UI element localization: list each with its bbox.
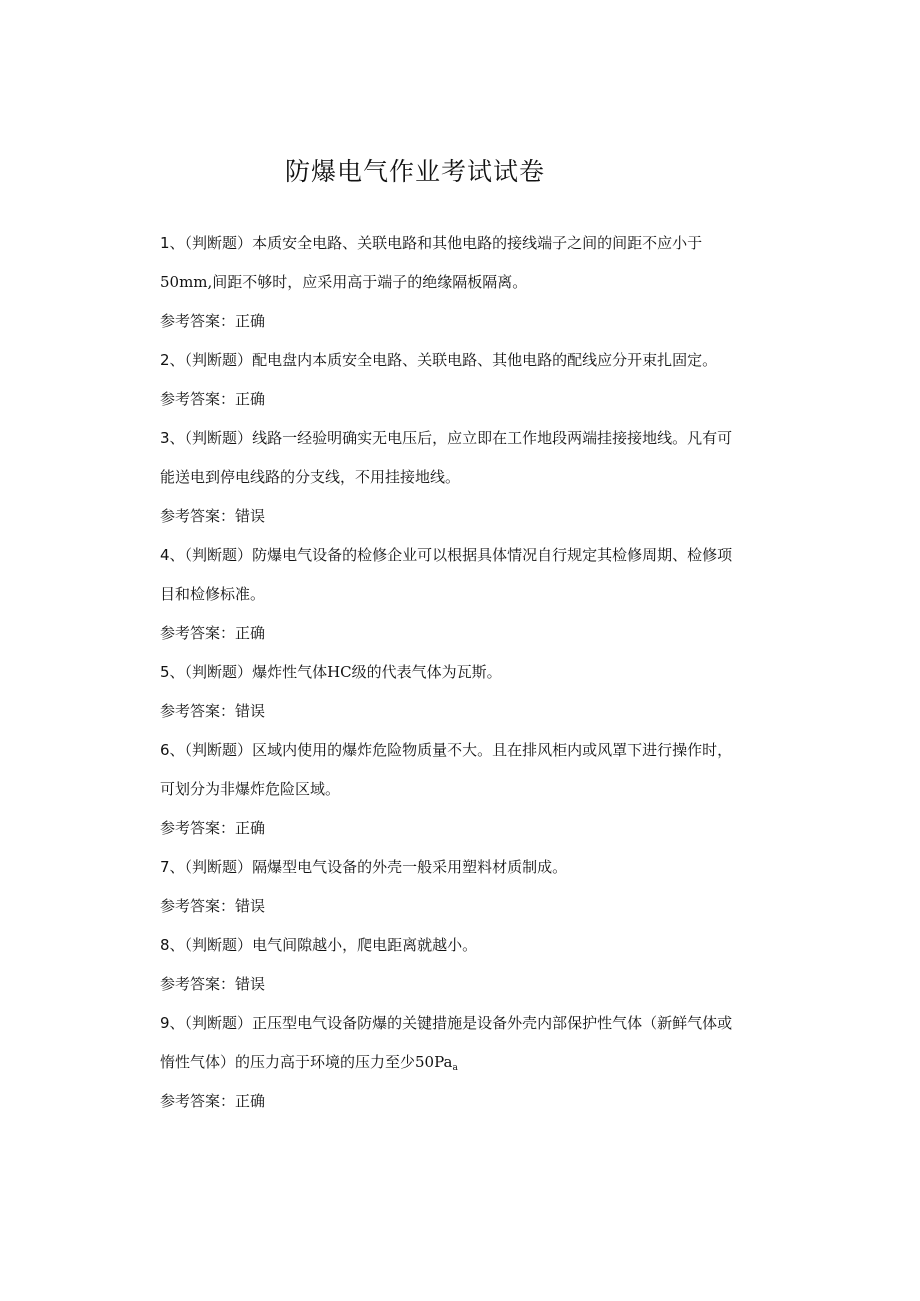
answer-value: 错误 [235, 507, 266, 525]
question-number: 8 [160, 936, 170, 954]
question-line [160, 653, 770, 692]
question-type-tag: 、（判断题） [169, 936, 253, 954]
answer-value: 正确 [235, 312, 266, 330]
question-text: 惰性气体）的压力高于环境的压力至少50Pa [160, 1053, 453, 1071]
answer-line [160, 692, 770, 731]
answer-line [160, 302, 770, 341]
answer-line [160, 809, 770, 848]
question-list [160, 224, 770, 1121]
answer-value: 正确 [235, 1092, 266, 1110]
answer-label: 参考答案： [160, 390, 236, 408]
answer-value: 正确 [235, 624, 266, 642]
question-line [160, 419, 770, 458]
question-text: 线路一经验明确实无电压后，应立即在工作地段两端挂接接地线。凡有可 [252, 429, 733, 447]
question-item [160, 419, 770, 536]
question-text: 本质安全电路、关联电路和其他电路的接线端子之间的间距不应小于 [252, 234, 703, 252]
question-type-tag: 、（判断题） [169, 234, 253, 252]
question-line [160, 458, 770, 497]
question-type-tag: 、（判断题） [169, 1014, 253, 1032]
question-line [160, 224, 770, 263]
question-line [160, 1043, 770, 1082]
question-text: 电气间隙越小，爬电距离就越小。 [252, 936, 478, 954]
question-item [160, 926, 770, 1004]
question-line [160, 926, 770, 965]
question-line [160, 341, 770, 380]
question-text: 可划分为非爆炸危险区域。 [160, 780, 341, 798]
question-line [160, 1004, 770, 1043]
question-item [160, 848, 770, 926]
question-type-tag: 、（判断题） [169, 351, 253, 369]
question-number: 1 [160, 234, 170, 252]
question-type-tag: 、（判断题） [169, 429, 253, 447]
answer-line [160, 497, 770, 536]
question-line [160, 731, 770, 770]
question-item [160, 341, 770, 419]
question-number: 7 [160, 858, 170, 876]
answer-line [160, 614, 770, 653]
answer-line [160, 1082, 770, 1121]
answer-line [160, 965, 770, 1004]
question-type-tag: 、（判断题） [169, 546, 253, 564]
question-text: 防爆电气设备的检修企业可以根据具体情况自行规定其检修周期、检修项 [252, 546, 733, 564]
answer-value: 正确 [235, 390, 266, 408]
question-line [160, 770, 770, 809]
question-text: 配电盘内本质安全电路、关联电路、其他电路的配线应分开束扎固定。 [252, 351, 718, 369]
question-text: 能送电到停电线路的分支线，不用挂接地线。 [160, 468, 461, 486]
question-item [160, 653, 770, 731]
question-text: 50mm,间距不够时，应采用高于端子的绝缘隔板隔离。 [160, 273, 528, 291]
answer-line [160, 380, 770, 419]
question-number: 6 [160, 741, 170, 759]
answer-label: 参考答案： [160, 312, 236, 330]
answer-value: 错误 [235, 702, 266, 720]
question-number: 3 [160, 429, 170, 447]
question-item [160, 224, 770, 341]
question-number: 9 [160, 1014, 170, 1032]
answer-label: 参考答案： [160, 897, 236, 915]
answer-value: 错误 [235, 975, 266, 993]
question-text: 正压型电气设备防爆的关键措施是设备外壳内部保护性气体（新鲜气体或 [252, 1014, 733, 1032]
question-type-tag: 、（判断题） [169, 741, 253, 759]
question-text: 目和检修标准。 [160, 585, 266, 603]
unit-subscript: a [452, 1063, 458, 1073]
answer-label: 参考答案： [160, 1092, 236, 1110]
answer-label: 参考答案： [160, 975, 236, 993]
question-item [160, 1004, 770, 1121]
answer-label: 参考答案： [160, 507, 236, 525]
answer-label: 参考答案： [160, 702, 236, 720]
question-line [160, 575, 770, 614]
question-line [160, 263, 770, 302]
question-type-tag: 、（判断题） [169, 663, 253, 681]
question-text: 爆炸性气体HC级的代表气体为瓦斯。 [252, 663, 502, 681]
answer-value: 错误 [235, 897, 266, 915]
question-line [160, 536, 770, 575]
answer-value: 正确 [235, 819, 266, 837]
answer-label: 参考答案： [160, 819, 236, 837]
question-item [160, 731, 770, 848]
question-text: 区域内使用的爆炸危险物质量不大。且在排风柜内或风罩下进行操作时， [252, 741, 733, 759]
question-number: 5 [160, 663, 170, 681]
answer-label: 参考答案： [160, 624, 236, 642]
answer-line [160, 887, 770, 926]
question-number: 4 [160, 546, 170, 564]
page-title: 防爆电气作业考试试卷 [285, 157, 546, 186]
question-number: 2 [160, 351, 170, 369]
question-item [160, 536, 770, 653]
question-text: 隔爆型电气设备的外壳一般采用塑料材质制成。 [252, 858, 568, 876]
question-type-tag: 、（判断题） [169, 858, 253, 876]
question-line [160, 848, 770, 887]
